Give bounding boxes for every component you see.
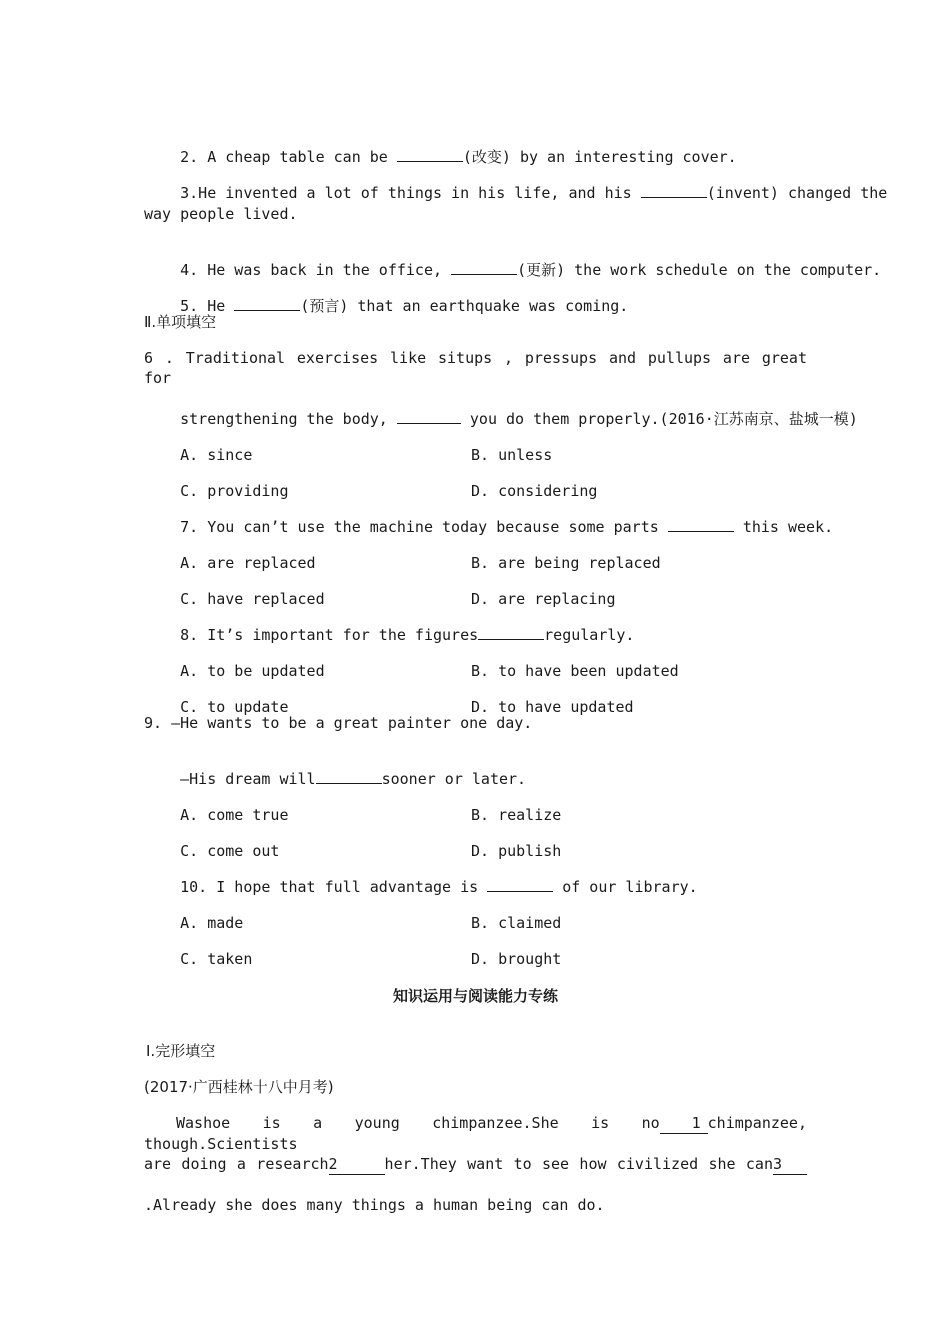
question-text: sooner or later. (381, 770, 527, 788)
section-heading: 知识运用与阅读能力专练 (392, 987, 558, 1005)
question-5 (144, 276, 628, 336)
option-d[interactable]: D. are replacing (471, 590, 616, 608)
answer-blank[interactable] (397, 409, 461, 424)
option-b[interactable]: B. are being replaced (471, 554, 661, 572)
answer-blank[interactable] (668, 517, 734, 532)
question-6: 6 . Traditional exercises like situps , pressups and pullups are great for (144, 349, 807, 387)
cloze-blank-2[interactable]: 2 (329, 1154, 385, 1175)
option-a[interactable]: A. to be updated (180, 662, 325, 680)
section-2-title: Ⅱ.单项填空 (144, 313, 217, 331)
option-c[interactable]: C. come out (180, 842, 280, 860)
option-d[interactable]: D. considering (471, 482, 598, 500)
question-text: (invent) changed the (706, 184, 888, 202)
question-text: 2. A cheap table can be (180, 148, 397, 166)
question-9: 9. —He wants to be a great painter one day. (144, 714, 533, 732)
option-b[interactable]: B. claimed (471, 914, 562, 932)
option-c[interactable]: C. to update (180, 698, 289, 716)
question-text: (预言) that an earthquake was coming. (300, 297, 629, 315)
question-text: regularly. (544, 626, 635, 644)
question-text: of our library. (553, 878, 698, 896)
question-text: 8. It’s important for the figures (180, 626, 479, 644)
answer-blank[interactable] (478, 625, 544, 640)
answer-blank[interactable] (641, 183, 707, 198)
section-1-title: Ⅰ.完形填空 (146, 1042, 216, 1060)
option-c[interactable]: C. taken (180, 950, 253, 968)
option-a[interactable]: A. come true (180, 806, 289, 824)
answer-blank[interactable] (316, 769, 382, 784)
option-d[interactable]: D. brought (471, 950, 562, 968)
option-d[interactable]: D. to have updated (471, 698, 634, 716)
question-text: 3.He invented a lot of things in his life, and his (180, 184, 641, 202)
source-note: (2017·广西桂林十八中月考) (144, 1078, 334, 1096)
passage-line-1 (144, 1113, 807, 1154)
question-text: 4. He was back in the office, (180, 261, 452, 279)
question-text: —His dream will (180, 770, 316, 788)
passage-text: Washoe is a young chimpanzee.She is no (176, 1114, 660, 1132)
question-text: 5. He (180, 297, 235, 315)
option-row (144, 929, 807, 989)
passage-line-3: .Already she does many things a human being can do. (144, 1196, 605, 1214)
option-b[interactable]: B. to have been updated (471, 662, 679, 680)
option-b[interactable]: B. unless (471, 446, 553, 464)
answer-blank[interactable] (397, 147, 463, 162)
question-3-continued: way people lived. (144, 205, 298, 223)
question-text: strengthening the body, (180, 410, 397, 428)
passage-text: are doing a research (144, 1155, 329, 1173)
question-text: this week. (733, 518, 834, 536)
answer-blank[interactable] (234, 296, 300, 311)
passage-line-2 (144, 1154, 807, 1175)
option-b[interactable]: B. realize (471, 806, 562, 824)
option-a[interactable]: A. made (180, 914, 244, 932)
answer-blank[interactable] (451, 260, 517, 275)
passage-text: chimpanzee, though.Scientists (144, 1114, 807, 1153)
question-text: (更新) the work schedule on the computer. (517, 261, 882, 279)
answer-blank[interactable] (487, 877, 553, 892)
option-a[interactable]: A. are replaced (180, 554, 316, 572)
cloze-blank-3[interactable]: 3 (773, 1154, 807, 1175)
option-a[interactable]: A. since (180, 446, 253, 464)
question-text: 10. I hope that full advantage is (180, 878, 488, 896)
question-text: you do them properly.(2016·江苏南京、盐城一模) (460, 410, 858, 428)
option-c[interactable]: C. have replaced (180, 590, 325, 608)
question-text: (改变) by an interesting cover. (462, 148, 737, 166)
option-c[interactable]: C. providing (180, 482, 289, 500)
question-text: 7. You can’t use the machine today because some parts (180, 518, 668, 536)
cloze-blank-1[interactable]: 1 (660, 1113, 708, 1134)
passage-text: her.They want to see how civilized she can (384, 1155, 773, 1173)
option-d[interactable]: D. publish (471, 842, 562, 860)
